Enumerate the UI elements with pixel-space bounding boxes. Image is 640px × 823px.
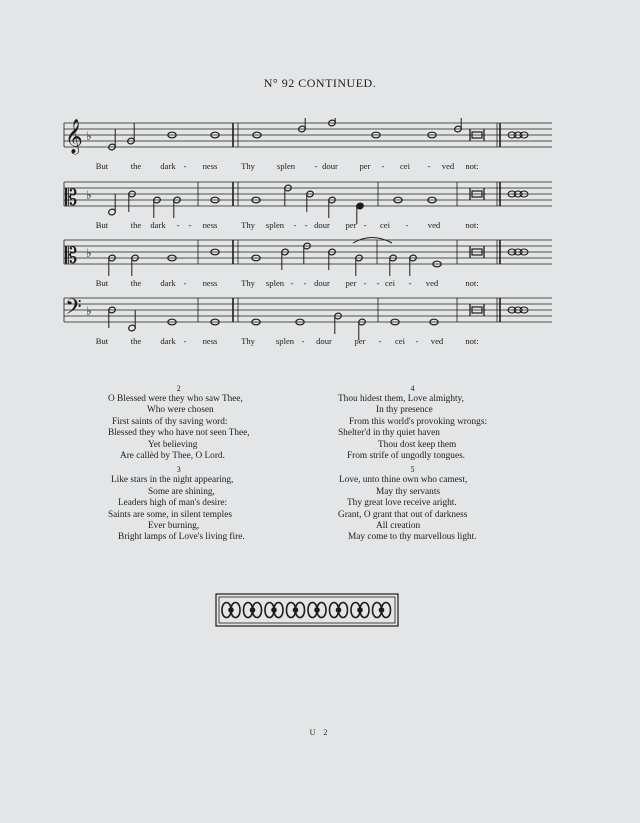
verse-line: Shelter'd in thy quiet haven — [338, 428, 440, 439]
lyric-syllable: the — [130, 336, 142, 346]
lyric-syllable: - — [183, 161, 187, 171]
lyric-syllable: - — [376, 278, 380, 288]
svg-text:♭: ♭ — [86, 128, 92, 143]
lyric-syllable: ness — [202, 336, 218, 346]
lyric-syllable: ved — [425, 278, 439, 288]
lyric-syllable: cei — [399, 161, 411, 171]
verse-line: Thou dost keep them — [378, 439, 457, 450]
lyric-syllable: But — [95, 161, 109, 171]
lyric-syllable: - — [415, 336, 419, 346]
svg-text:𝄡: 𝄡 — [65, 185, 78, 210]
lyric-syllable: splen — [265, 220, 285, 230]
lyric-syllable: the — [130, 278, 142, 288]
lyric-syllable: - — [303, 278, 307, 288]
lyric-syllable: - — [304, 220, 308, 230]
lyric-syllable: But — [95, 278, 109, 288]
svg-text:𝄞: 𝄞 — [65, 120, 83, 153]
lyric-syllable: - — [363, 278, 367, 288]
svg-text:♭: ♭ — [86, 187, 92, 202]
lyric-syllable: per — [345, 220, 357, 230]
verse-line: First saints of thy saving word: — [112, 416, 228, 427]
verse-line: May thy servants — [376, 486, 441, 497]
lyric-syllable: cei — [394, 336, 406, 346]
lyric-syllable: - — [188, 220, 192, 230]
lyric-syllable: dark — [150, 220, 166, 230]
verse-line: Leaders high of man's desire: — [118, 498, 228, 509]
lyric-syllable: not: — [465, 161, 479, 171]
verse-line: From this world's provoking wrongs: — [349, 416, 488, 427]
lyric-syllable: - — [381, 161, 385, 171]
verse-2 — [108, 383, 250, 462]
lyric-syllable: - — [176, 220, 180, 230]
lyric-syllable: ness — [202, 161, 218, 171]
verse-line: Saints are some, in silent temples — [108, 509, 232, 520]
verse-line: Love, unto thine own who camest, — [339, 475, 468, 486]
lyric-syllable: - — [363, 220, 367, 230]
lyric-syllable: But — [95, 336, 109, 346]
verse-line: O Blessed were they who saw Thee, — [108, 394, 243, 404]
lyric-syllable: - — [293, 220, 297, 230]
verse-number: 5 — [410, 465, 415, 475]
lyric-syllable: - — [405, 220, 409, 230]
lyric-syllable: per — [359, 161, 371, 171]
verse-number: 2 — [176, 384, 181, 393]
lyric-syllable: Thy — [241, 336, 255, 346]
lyric-syllable: the — [130, 161, 142, 171]
lyric-syllable: ness — [202, 220, 218, 230]
lyric-syllable: ness — [202, 278, 218, 288]
lyric-syllable: - — [378, 336, 382, 346]
lyric-syllable: - — [183, 336, 187, 346]
verse-column-left — [108, 383, 250, 544]
lyric-syllable: ved — [430, 336, 444, 346]
verse-5 — [338, 464, 487, 543]
lyric-syllable: splen — [265, 278, 285, 288]
svg-text:♭: ♭ — [86, 245, 92, 260]
lyric-syllable: dour — [316, 336, 332, 346]
verse-line: Thou hidest them, Love almighty, — [338, 394, 464, 404]
lyric-syllable: - — [183, 278, 187, 288]
verse-line: Grant, O grant that out of darkness — [338, 509, 468, 520]
lyric-syllable: splen — [275, 336, 295, 346]
verse-line: Thy great love receive aright. — [347, 498, 457, 509]
lyric-syllable: Thy — [241, 220, 255, 230]
music-score — [60, 118, 560, 358]
verse-line: Who were chosen — [147, 405, 214, 416]
verse-line: Are callèd by Thee, O Lord. — [120, 451, 225, 462]
verse-number: 4 — [410, 384, 415, 393]
verse-column-right — [338, 383, 487, 544]
lyric-syllable: - — [314, 161, 318, 171]
lyric-syllable: - — [301, 336, 305, 346]
lyric-syllable: splen — [276, 161, 296, 171]
lyric-syllable: dour — [314, 220, 330, 230]
lyric-syllable: ved — [441, 161, 455, 171]
lyric-syllable: per — [354, 336, 366, 346]
verse-line: Like stars in the night appearing, — [111, 475, 234, 486]
lyric-syllable: Thy — [241, 278, 255, 288]
verse-line: In thy presence — [376, 405, 433, 416]
ornamental-divider-icon — [215, 592, 399, 628]
lyric-syllable: the — [130, 220, 142, 230]
lyric-syllable: - — [427, 161, 431, 171]
lyric-syllable: cei — [379, 220, 391, 230]
verse-line: Yet believing — [148, 439, 198, 450]
lyric-syllable: dark — [160, 161, 176, 171]
lyric-syllable: dark — [160, 336, 176, 346]
lyric-syllable: not: — [465, 336, 479, 346]
lyric-syllable: dark — [160, 278, 176, 288]
lyric-syllable: - — [408, 278, 412, 288]
svg-text:𝄡: 𝄡 — [65, 243, 78, 268]
lyric-syllable: Thy — [241, 161, 255, 171]
page-title: N° 92 CONTINUED. — [263, 76, 377, 90]
lyric-syllable: not: — [465, 278, 479, 288]
lyric-syllable: not: — [465, 220, 479, 230]
lyric-syllable: But — [95, 220, 109, 230]
lyric-syllable: ved — [427, 220, 441, 230]
verse-3 — [108, 464, 250, 543]
lyric-syllable: per — [345, 278, 357, 288]
verse-line: May come to thy marvellous light. — [348, 532, 477, 543]
page-number: U 2 — [309, 728, 331, 737]
svg-text:𝄢: 𝄢 — [65, 295, 82, 324]
lyric-syllable: cei — [384, 278, 396, 288]
lyric-syllable: - — [290, 278, 294, 288]
lyric-syllable: dour — [314, 278, 330, 288]
verse-4 — [338, 383, 487, 462]
lyric-syllable: dour — [322, 161, 338, 171]
verse-line: Ever burning, — [148, 521, 200, 532]
verse-line: Bright lamps of Love's living fire. — [118, 532, 245, 543]
verse-line: All creation — [376, 521, 421, 532]
verse-line: Some are shining, — [148, 486, 215, 497]
verse-number: 3 — [176, 465, 181, 475]
verse-line: Blessed they who have not seen Thee, — [108, 428, 250, 439]
svg-text:♭: ♭ — [86, 303, 92, 318]
verse-line: From strife of ungodly tongues. — [347, 451, 466, 462]
